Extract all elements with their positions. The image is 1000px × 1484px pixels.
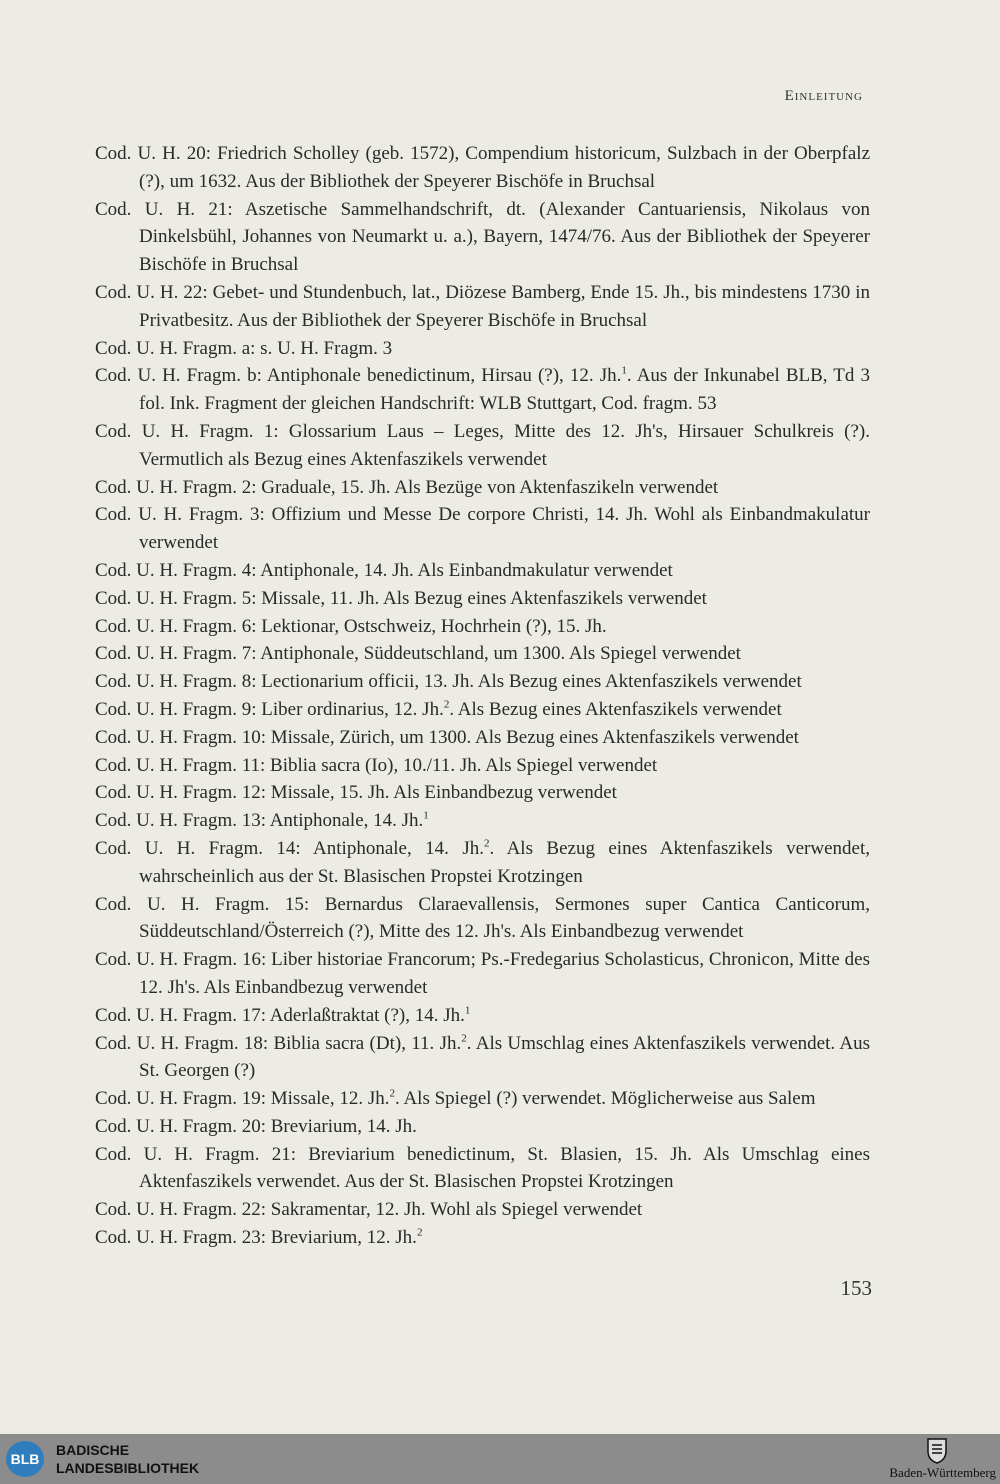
footnote-mark: 2 xyxy=(416,1226,423,1239)
entry-text: Cod. U. H. 20: Friedrich Scholley (geb. 1572), Compendium historicum, Sulzbach in der Oberpfalz (?), um 1632. Aus der Bibliothek der Speyerer Bischöfe in Bruchsal xyxy=(95,143,870,192)
catalog-entry xyxy=(95,1196,870,1224)
footer-bar xyxy=(0,1434,1000,1484)
entry-text: Cod. U. H. 22: Gebet- und Stundenbuch, lat., Diözese Bamberg, Ende 15. Jh., bis mindestens 1730 in Privatbesitz. Aus der Bibliothek der Speyerer Bischöfe in Bruchsal xyxy=(95,281,870,331)
entry-text: Cod. U. H. Fragm. 2: Graduale, 15. Jh. Als Bezüge von Aktenfaszikeln verwendet xyxy=(95,476,719,498)
entry-text-continued: . Als Bezug eines Aktenfaszikels verwendet, wahrscheinlich aus der St. Blasischen Propstei Krotzingen xyxy=(139,837,870,887)
library-name-line1: BADISCHE xyxy=(56,1442,130,1458)
footnote-mark: 1 xyxy=(464,1004,471,1017)
catalog-entry xyxy=(95,807,870,835)
catalog-entry xyxy=(95,279,870,335)
footnote-mark: 2 xyxy=(461,1032,467,1045)
entry-text-continued: . Als Umschlag eines Aktenfaszikels verwendet. Aus St. Georgen (?) xyxy=(139,1032,870,1082)
entry-text: Cod. U. H. Fragm. 4: Antiphonale, 14. Jh. Als Einbandmakulatur verwendet xyxy=(95,559,673,581)
catalog-entry xyxy=(95,668,870,696)
footnote-mark: 2 xyxy=(483,837,490,850)
entry-text-continued: . Aus der Inkunabel BLB, Td 3 fol. Ink. Fragment der gleichen Handschrift: WLB Stuttgart, Cod. fragm. 53 xyxy=(139,365,870,415)
catalog-entry xyxy=(95,1141,870,1197)
entry-text: Cod. U. H. Fragm. 19: Missale, 12. Jh. xyxy=(95,1088,390,1110)
entry-text: Cod. U. H. Fragm. 18: Biblia sacra (Dt), 11. Jh. xyxy=(95,1032,462,1054)
catalog-entry xyxy=(95,1030,870,1086)
entry-text: Cod. U. H. Fragm. 21: Breviarium benedictinum, St. Blasien, 15. Jh. Als Umschlag eines Aktenfaszikels verwendet. Aus der St. Blasischen Propstei Krotzingen xyxy=(95,1143,870,1193)
entry-text: Cod. U. H. Fragm. 6: Lektionar, Ostschweiz, Hochrhein (?), 15. Jh. xyxy=(95,615,607,637)
entry-text: Cod. U. H. Fragm. 17: Aderlaßtraktat (?), 14. Jh. xyxy=(95,1004,465,1026)
entry-text: Cod. U. H. Fragm. 22: Sakramentar, 12. Jh. Wohl als Spiegel verwendet xyxy=(95,1199,643,1221)
catalog-entry xyxy=(95,640,870,668)
catalog-entry xyxy=(95,752,870,780)
library-name-line2: LANDESBIBLIOTHEK xyxy=(56,1460,200,1476)
catalog-entry xyxy=(95,1085,870,1113)
catalog-entry xyxy=(95,1224,870,1252)
entry-text: Cod. U. H. Fragm. 12: Missale, 15. Jh. Als Einbandbezug verwendet xyxy=(95,782,617,804)
entry-text: Cod. U. H. Fragm. b: Antiphonale benedictinum, Hirsau (?), 12. Jh. xyxy=(95,365,622,387)
footnote-mark: 2 xyxy=(443,698,450,711)
entry-text-continued: . Als Bezug eines Aktenfaszikels verwendet xyxy=(449,698,782,720)
entry-text: Cod. U. H. Fragm. 3: Offizium und Messe De corpore Christi, 14. Jh. Wohl als Einbandmakulatur verwendet xyxy=(95,504,870,554)
entry-text: Cod. U. H. Fragm. 9: Liber ordinarius, 12. Jh. xyxy=(95,698,444,720)
page-number: 153 xyxy=(840,1276,872,1300)
catalog-entry xyxy=(95,1002,870,1030)
entry-text: Cod. U. H. Fragm. 23: Breviarium, 12. Jh. xyxy=(95,1227,417,1249)
catalog-entry xyxy=(95,557,870,585)
entry-text: Cod. U. H. Fragm. 20: Breviarium, 14. Jh. xyxy=(95,1115,417,1137)
catalog-entry xyxy=(95,474,870,502)
running-head: Einleitung xyxy=(784,88,863,104)
catalog-entry xyxy=(95,1113,870,1141)
entry-text: Cod. U. H. Fragm. 8: Lectionarium officii, 13. Jh. Als Bezug eines Aktenfaszikels verwendet xyxy=(95,671,802,693)
catalog-entry xyxy=(95,418,870,474)
entry-text: Cod. U. H. Fragm. 1: Glossarium Laus – Leges, Mitte des 12. Jh's, Hirsauer Schulkreis (?). Vermutlich als Bezug eines Aktenfaszikels verwendet xyxy=(95,420,870,470)
catalog-entry xyxy=(95,362,870,418)
entry-text: Cod. U. H. Fragm. 13: Antiphonale, 14. Jh. xyxy=(95,810,424,832)
entry-text: Cod. U. H. Fragm. 5: Missale, 11. Jh. Als Bezug eines Aktenfaszikels verwendet xyxy=(95,587,707,609)
entry-text: Cod. U. H. Fragm. a: s. U. H. Fragm. 3 xyxy=(95,337,393,359)
entry-list xyxy=(95,140,870,1252)
entry-text: Cod. U. H. Fragm. 16: Liber historiae Francorum; Ps.-Fredegarius Scholasticus, Chronicon, Mitte des 12. Jh's. Als Einbandbezug verwendet xyxy=(95,949,870,998)
catalog-entry xyxy=(95,501,870,557)
footnote-mark: 1 xyxy=(621,365,627,378)
catalog-entry xyxy=(95,585,870,613)
catalog-entry xyxy=(95,613,870,641)
blb-logo[interactable]: BLB xyxy=(6,1441,44,1477)
catalog-entry xyxy=(95,779,870,807)
entry-text: Cod. U. H. 21: Aszetische Sammelhandschrift, dt. (Alexander Cantuariensis, Nikolaus von Dinkelsbühl, Johannes von Neumarkt u. a.), Bayern, 1474/76. Aus der Bibliothek der Speyerer Bischöfe in Bruchsal xyxy=(95,198,870,276)
entry-text: Cod. U. H. Fragm. 14: Antiphonale, 14. Jh. xyxy=(95,837,484,859)
catalog-entry xyxy=(95,335,870,363)
entry-text-continued: . Als Spiegel (?) verwendet. Möglicherweise aus Salem xyxy=(395,1088,816,1110)
footnote-mark: 1 xyxy=(423,809,429,822)
catalog-entry xyxy=(95,946,870,1002)
catalog-entry xyxy=(95,696,870,724)
catalog-entry xyxy=(95,140,870,196)
library-name[interactable] xyxy=(56,1441,199,1477)
entry-text: Cod. U. H. Fragm. 11: Biblia sacra (Io), 10./11. Jh. Als Spiegel verwendet xyxy=(95,754,658,776)
entry-text: Cod. U. H. Fragm. 15: Bernardus Claraevallensis, Sermones super Cantica Canticorum, Süddeutschland/Österreich (?), Mitte des 12. Jh's. Als Einbandbezug verwendet xyxy=(95,893,870,943)
catalog-entry xyxy=(95,891,870,947)
catalog-entry xyxy=(95,835,870,891)
coat-of-arms-icon xyxy=(926,1436,948,1464)
catalog-entry xyxy=(95,196,870,279)
footnote-mark: 2 xyxy=(389,1087,395,1100)
entry-text: Cod. U. H. Fragm. 10: Missale, Zürich, um 1300. Als Bezug eines Aktenfaszikels verwendet xyxy=(95,726,799,748)
state-name: Baden-Württemberg xyxy=(889,1465,996,1480)
catalog-entry xyxy=(95,724,870,752)
entry-text: Cod. U. H. Fragm. 7: Antiphonale, Süddeutschland, um 1300. Als Spiegel verwendet xyxy=(95,643,741,665)
